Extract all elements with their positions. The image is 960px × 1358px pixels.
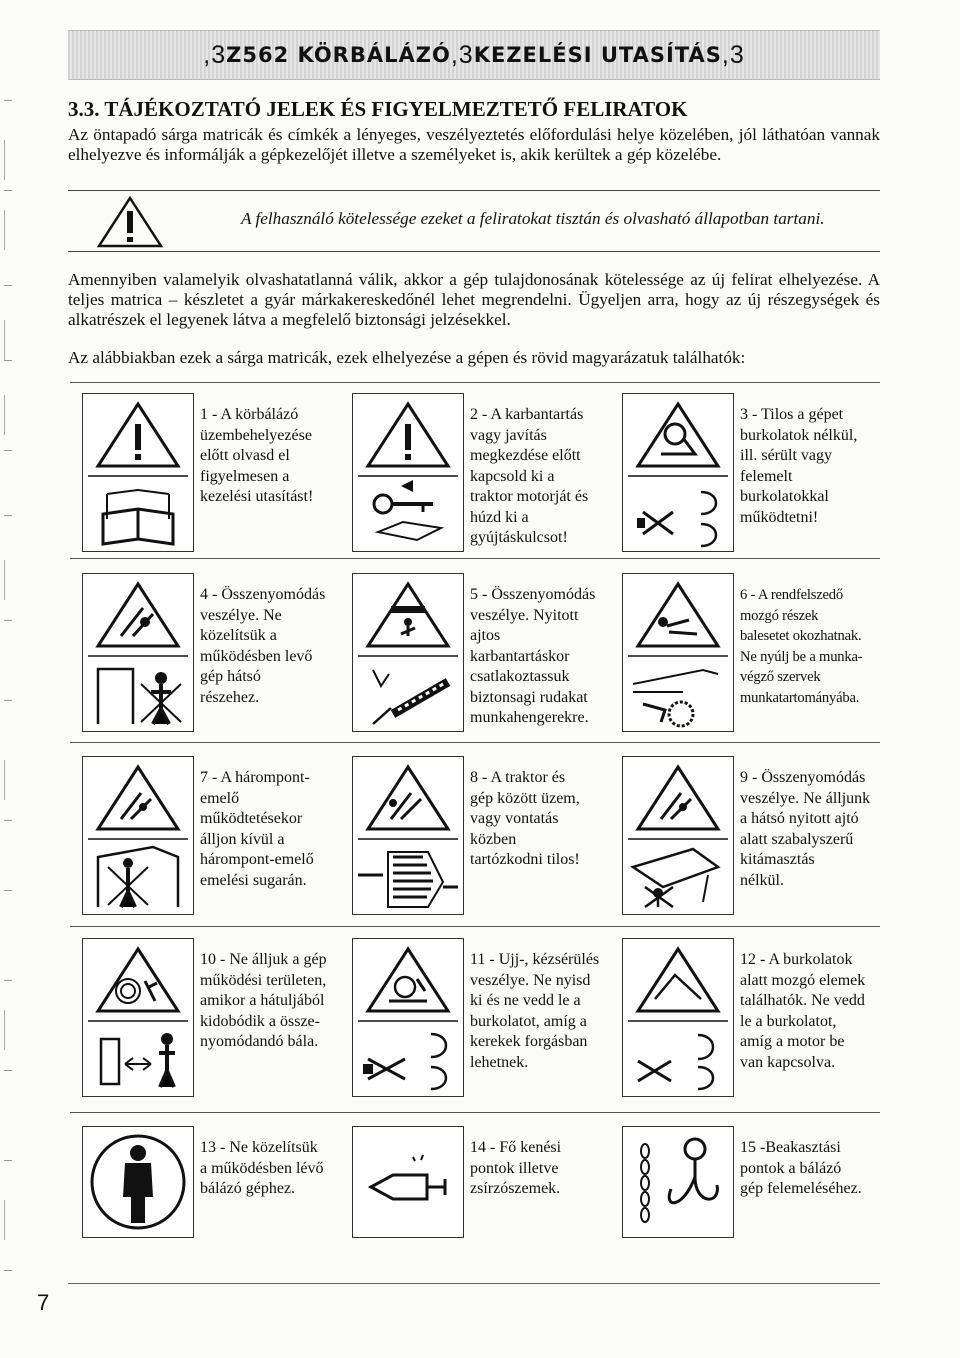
caption-line: pontok a bálázó bbox=[740, 1159, 842, 1177]
open-door-crush-icon bbox=[623, 757, 733, 914]
caption-line: burkolatot, amíg a bbox=[470, 1012, 587, 1030]
caption-line: amikor a hátuljából bbox=[200, 992, 325, 1009]
caption-line: alatt mozgó elemek bbox=[740, 971, 866, 989]
footer-divider bbox=[68, 1283, 880, 1284]
sign-caption bbox=[470, 1138, 610, 1200]
caption-line: 13 - Ne közelítsük bbox=[200, 1139, 318, 1156]
caption-line: figyelmesen a bbox=[200, 467, 290, 485]
caption-line: megkezdése előtt bbox=[470, 447, 581, 464]
warning-text: A felhasználó kötelessége ezeket a feliratokat tisztán és olvasható állapotban tartani. bbox=[241, 209, 825, 228]
tractor-machine-gap-icon bbox=[353, 757, 463, 914]
moving-parts-guard-icon bbox=[623, 939, 733, 1096]
sign-pictogram bbox=[82, 938, 194, 1097]
caption-line: 11 - Ujj-, kézsérülés bbox=[470, 951, 600, 968]
caption-line: kerekek forgásban bbox=[470, 1033, 588, 1050]
caption-line: hárompont-emelő bbox=[200, 851, 314, 868]
sign-row bbox=[70, 930, 880, 1105]
divider bbox=[70, 1112, 880, 1113]
sign-cell bbox=[340, 385, 610, 560]
caption-line: 2 - A karbantartás bbox=[470, 406, 584, 423]
sign-caption bbox=[470, 405, 610, 549]
sign-cell bbox=[70, 748, 340, 923]
sign-cell bbox=[610, 930, 880, 1105]
caption-line: veszélye. Nyitott bbox=[470, 606, 579, 624]
caption-line: nélkül. bbox=[740, 871, 784, 889]
caption-line: ajtos bbox=[470, 627, 501, 644]
paragraph-list-intro: Az alábbiakban ezek a sárga matricák, ezek elhelyezése a gépen és rövid magyarázatuk találhatók: bbox=[68, 348, 746, 367]
caption-line: kapcsold ki a bbox=[470, 467, 555, 485]
sign-cell bbox=[610, 1118, 880, 1243]
sign-cell bbox=[340, 1118, 610, 1243]
sign-caption bbox=[740, 405, 880, 528]
caption-line: vagy vontatás bbox=[470, 810, 559, 827]
header-sep: ,3 bbox=[450, 40, 474, 69]
missing-guard-icon bbox=[623, 394, 733, 551]
caption-line: amíg a motor be bbox=[740, 1033, 845, 1050]
caption-line: munkatartományába. bbox=[740, 689, 860, 706]
caption-line: kidobódik a össze- bbox=[200, 1012, 320, 1030]
caption-line: működtetni! bbox=[740, 508, 819, 526]
sign-pictogram bbox=[352, 393, 464, 552]
caption-line: burkolatokkal bbox=[740, 488, 829, 505]
caption-line: karbantartáskor bbox=[470, 647, 570, 665]
sign-caption bbox=[470, 768, 610, 871]
safety-strut-icon bbox=[353, 574, 463, 731]
sign-caption bbox=[470, 585, 610, 729]
caption-line: emelő bbox=[200, 789, 240, 807]
caption-line: van kapcsolva. bbox=[740, 1053, 836, 1071]
caption-line: gyújtáskulcsot! bbox=[470, 529, 568, 546]
caption-line: veszélye. Ne álljunk bbox=[740, 789, 871, 807]
caption-line: előtt olvasd el bbox=[200, 447, 290, 464]
sign-pictogram bbox=[352, 1126, 464, 1238]
caption-line: működésben levő bbox=[200, 647, 313, 665]
caption-line: 7 - A hárompont- bbox=[200, 769, 310, 786]
caption-line: pontok illetve bbox=[470, 1159, 559, 1177]
sign-cell bbox=[70, 385, 340, 560]
caption-line: kitámasztás bbox=[740, 851, 815, 868]
caption-line: 9 - Összenyomódás bbox=[740, 769, 866, 786]
caption-line: 15 -Beakasztási bbox=[740, 1139, 841, 1156]
sign-caption bbox=[740, 1138, 880, 1200]
caption-line: veszélye. Ne nyisd bbox=[470, 971, 591, 989]
sign-caption bbox=[200, 585, 340, 708]
caption-line: ill. sérült vagy bbox=[740, 447, 832, 464]
sign-cell bbox=[610, 385, 880, 560]
caption-line: a működésben lévő bbox=[200, 1159, 324, 1177]
caption-line: vagy javítás bbox=[470, 426, 547, 444]
sign-cell bbox=[610, 748, 880, 923]
header-doc: KEZELÉSI UTASÍTÁS bbox=[473, 43, 722, 67]
header-sep: ,3 bbox=[203, 40, 227, 69]
caption-line: biztonsagi rudakat bbox=[470, 688, 588, 706]
caption-line: bálázó géphez. bbox=[200, 1180, 296, 1197]
divider bbox=[70, 742, 880, 743]
sign-caption bbox=[200, 405, 340, 508]
caption-line: munkahengerekre. bbox=[470, 709, 589, 726]
caption-line: 5 - Összenyomódás bbox=[470, 586, 596, 603]
divider bbox=[70, 558, 880, 559]
sign-row bbox=[70, 1118, 880, 1243]
caption-line: 10 - Ne álljuk a gép bbox=[200, 951, 327, 968]
sign-cell bbox=[70, 1118, 340, 1243]
caption-line: a hátsó nyitott ajtó bbox=[740, 810, 859, 827]
sign-cell bbox=[340, 930, 610, 1105]
caption-line: traktor motorját és bbox=[470, 488, 589, 505]
page-number: 7 bbox=[37, 1290, 50, 1315]
caption-line: üzembehelyezése bbox=[200, 426, 312, 444]
bale-ejection-icon bbox=[83, 939, 193, 1096]
caption-line: közben bbox=[470, 830, 517, 848]
caption-line: 1 - A körbálázó bbox=[200, 406, 299, 423]
read-manual-icon bbox=[83, 394, 193, 551]
caption-line: 12 - A burkolatok bbox=[740, 951, 853, 968]
intro-paragraph: Az öntapadó sárga matricák és címkék a lényeges, veszélyeztetés előfordulási helye közelében, jól láthatóan vannak elhelyezve és informálják a gépkezelőjét illetve a személyeket is, akik kerültek a gép közelébe. bbox=[68, 125, 880, 164]
caption-line: mozgó részek bbox=[740, 607, 819, 624]
keep-away-person-icon bbox=[83, 1127, 193, 1237]
caption-line: kezelési utasítást! bbox=[200, 488, 314, 505]
sign-cell bbox=[70, 565, 340, 740]
header-sep: ,3 bbox=[721, 40, 745, 69]
sign-caption bbox=[470, 950, 610, 1073]
three-point-hitch-icon bbox=[83, 757, 193, 914]
caption-line: emelési sugarán. bbox=[200, 871, 307, 889]
divider bbox=[70, 926, 880, 927]
crush-hazard-rear-icon bbox=[83, 574, 193, 731]
sign-cell bbox=[70, 930, 340, 1105]
pickup-hazard-icon bbox=[623, 574, 733, 731]
caption-line: csatlakoztassuk bbox=[470, 668, 570, 685]
sign-row bbox=[70, 385, 880, 560]
warning-triangle-icon bbox=[96, 195, 164, 249]
sign-pictogram bbox=[352, 938, 464, 1097]
caption-line: 14 - Fő kenési bbox=[470, 1139, 562, 1156]
sign-pictogram bbox=[352, 756, 464, 915]
sign-caption bbox=[740, 585, 880, 708]
caption-line: gép felemeléséhez. bbox=[740, 1180, 862, 1197]
caption-line: részehez. bbox=[200, 688, 260, 706]
page-header bbox=[68, 30, 880, 80]
caption-line: 3 - Tilos a gépet bbox=[740, 406, 844, 423]
sign-pictogram bbox=[622, 1126, 734, 1238]
sign-pictogram bbox=[622, 393, 734, 552]
lifting-hook-chain-icon bbox=[623, 1127, 733, 1237]
sign-caption bbox=[200, 950, 340, 1053]
caption-line: tartózkodni tilos! bbox=[470, 851, 580, 868]
caption-line: nyomódandó bála. bbox=[200, 1033, 319, 1050]
divider bbox=[70, 382, 880, 383]
sign-pictogram bbox=[622, 756, 734, 915]
sign-cell bbox=[340, 748, 610, 923]
sign-pictogram bbox=[622, 573, 734, 732]
sign-caption bbox=[740, 950, 880, 1073]
sign-cell bbox=[340, 565, 610, 740]
margin-marks bbox=[4, 60, 16, 1340]
caption-line: veszélye. Ne bbox=[200, 606, 282, 624]
caption-line: 4 - Összenyomódás bbox=[200, 586, 326, 603]
caption-line: 6 - A rendfelszedő bbox=[740, 587, 843, 603]
sign-pictogram bbox=[82, 393, 194, 552]
paragraph-replacement: Amennyiben valamelyik olvashatatlanná válik, akkor a gép tulajdonosának kötelessége az új felirat elhelyezése. A teljes matrica – készletet a gyár márkakereskedőnél lehet megrendelni. Ügyeljen arra, hogy az új részegységek és alkatrészek el legyenek látva a megfelelő biztonsági jelzésekkel. bbox=[68, 270, 880, 329]
caption-line: 8 - A traktor és bbox=[470, 769, 566, 786]
caption-line: felemelt bbox=[740, 467, 793, 485]
sign-pictogram bbox=[82, 1126, 194, 1238]
caption-line: Ne nyúlj be a munka- bbox=[740, 648, 863, 665]
hand-injury-icon bbox=[353, 939, 463, 1096]
caption-line: végző szervek bbox=[740, 669, 821, 685]
caption-line: le a burkolatot, bbox=[740, 1012, 837, 1030]
sign-caption bbox=[200, 768, 340, 891]
sign-caption bbox=[740, 768, 880, 891]
caption-line: álljon kívül a bbox=[200, 830, 285, 848]
sign-pictogram bbox=[82, 756, 194, 915]
caption-line: működési területen, bbox=[200, 971, 327, 989]
caption-line: húzd ki a bbox=[470, 508, 529, 526]
caption-line: zsírzószemek. bbox=[470, 1180, 561, 1197]
remove-ignition-key-icon bbox=[353, 394, 463, 551]
warning-box bbox=[68, 190, 880, 252]
sign-pictogram bbox=[352, 573, 464, 732]
header-machine: Z562 KÖRBÁLÁZÓ bbox=[226, 43, 451, 67]
sign-row bbox=[70, 565, 880, 740]
sign-pictogram bbox=[622, 938, 734, 1097]
sign-caption bbox=[200, 1138, 340, 1200]
sign-row bbox=[70, 748, 880, 923]
caption-line: balesetet okozhatnak. bbox=[740, 628, 862, 644]
section-title: 3.3. TÁJÉKOZTATÓ JELEK ÉS FIGYELMEZTETŐ FELIRATOK bbox=[68, 97, 688, 121]
caption-line: gép között üzem, bbox=[470, 789, 580, 807]
caption-line: alatt szabalyszerű bbox=[740, 830, 854, 848]
grease-gun-icon bbox=[353, 1127, 463, 1237]
sign-pictogram bbox=[82, 573, 194, 732]
caption-line: ki és ne vedd le a bbox=[470, 992, 581, 1009]
caption-line: lehetnek. bbox=[470, 1053, 529, 1071]
caption-line: burkolatok nélkül, bbox=[740, 426, 858, 444]
caption-line: működtetésekor bbox=[200, 810, 303, 827]
caption-line: találhatók. Ne vedd bbox=[740, 992, 865, 1009]
caption-line: közelítsük a bbox=[200, 627, 277, 644]
caption-line: gép hátsó bbox=[200, 668, 261, 685]
sign-cell bbox=[610, 565, 880, 740]
